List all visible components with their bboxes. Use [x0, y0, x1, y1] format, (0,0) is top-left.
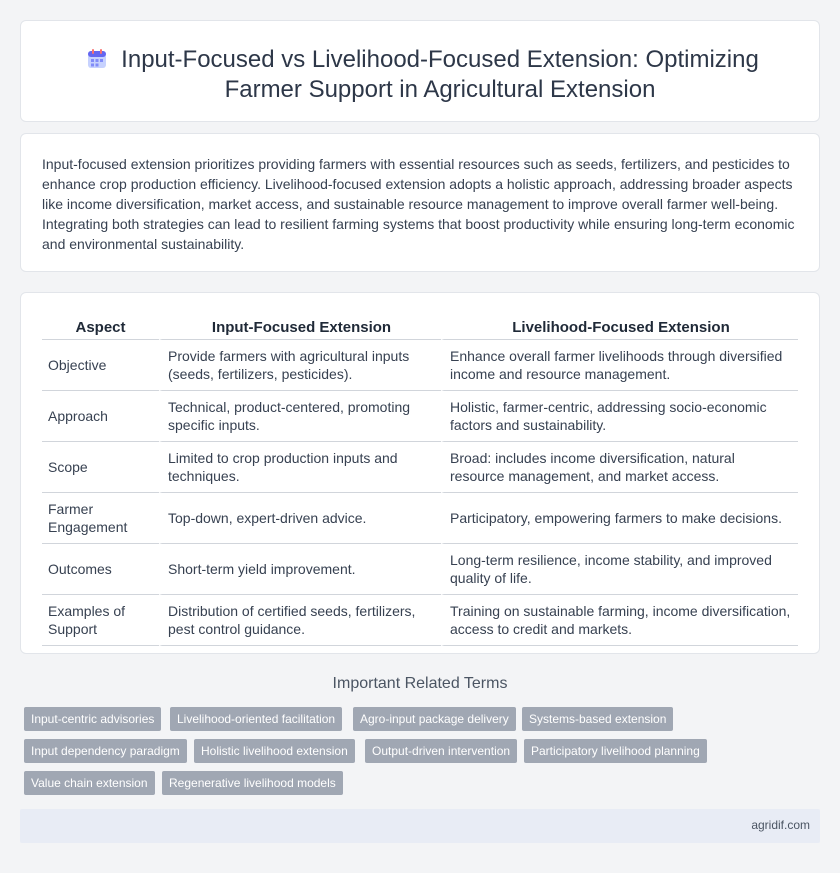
row-aspect: Objective: [42, 340, 159, 391]
summary-card: [20, 133, 820, 272]
table-row: [42, 595, 798, 646]
row-aspect: Scope: [42, 442, 159, 493]
table-row: [42, 442, 798, 493]
related-tag[interactable]: Regenerative livelihood models: [162, 771, 343, 795]
table-row: [42, 340, 798, 391]
comparison-table: [42, 315, 798, 646]
summary-paragraph: Input-focused extension prioritizes providing farmers with essential resources such as seeds, fertilizers, and pesticides to enhance crop production efficiency. Livelihood-focused extension adopts a holistic approach, addressing broader aspects like income diversification, market access, and sustainable resource management to improve overall farmer well-being. Integrating both strategies can lead to resilient farming systems that boost productivity while ensuring long-term economic and environmental sustainability.: [42, 156, 795, 252]
row-input: Technical, product-centered, promoting specific inputs.: [159, 391, 441, 442]
comparison-card: [20, 292, 820, 654]
related-tag[interactable]: Livelihood-oriented facilitation: [170, 707, 342, 731]
table-row: [42, 544, 798, 595]
related-tag[interactable]: Agro-input package delivery: [353, 707, 516, 731]
table-header-row: [42, 315, 798, 340]
row-aspect: Examples of Support: [42, 595, 159, 646]
related-tag[interactable]: Participatory livelihood planning: [524, 739, 707, 763]
row-livelihood: Training on sustainable farming, income diversification, access to credit and markets.: [441, 595, 798, 646]
row-livelihood: Holistic, farmer-centric, addressing socio-economic factors and sustainability.: [441, 391, 798, 442]
row-livelihood: Long-term resilience, income stability, and improved quality of life.: [441, 544, 798, 595]
related-terms-title: Important Related Terms: [332, 675, 508, 692]
row-input: Provide farmers with agricultural inputs (seeds, fertilizers, pesticides).: [159, 340, 441, 391]
header-aspect: Aspect: [42, 315, 159, 340]
related-tag[interactable]: Value chain extension: [24, 771, 155, 795]
row-input: Top-down, expert-driven advice.: [159, 493, 441, 544]
row-input: Short-term yield improvement.: [159, 544, 441, 595]
related-tag[interactable]: Output-driven intervention: [365, 739, 517, 763]
related-tag[interactable]: Holistic livelihood extension: [194, 739, 355, 763]
related-tag[interactable]: Systems-based extension: [522, 707, 673, 731]
row-aspect: Outcomes: [42, 544, 159, 595]
table-row: [42, 391, 798, 442]
header-livelihood-focused: Livelihood-Focused Extension: [441, 315, 798, 340]
row-livelihood: Broad: includes income diversification, natural resource management, and market access.: [441, 442, 798, 493]
title-card: [20, 20, 820, 122]
footer: [20, 809, 820, 843]
row-aspect: Approach: [42, 391, 159, 442]
page-title: Input-Focused vs Livelihood-Focused Extension: Optimizing Farmer Support in Agricultural Extension: [121, 46, 759, 103]
row-livelihood: Enhance overall farmer livelihoods through diversified income and resource management.: [441, 340, 798, 391]
footer-site-link[interactable]: agridif.com: [751, 818, 810, 832]
row-input: Distribution of certified seeds, fertilizers, pest control guidance.: [159, 595, 441, 646]
row-livelihood: Participatory, empowering farmers to make decisions.: [441, 493, 798, 544]
related-tag[interactable]: Input dependency paradigm: [24, 739, 187, 763]
row-input: Limited to crop production inputs and techniques.: [159, 442, 441, 493]
table-row: [42, 493, 798, 544]
row-aspect: Farmer Engagement: [42, 493, 159, 544]
header-input-focused: Input-Focused Extension: [159, 315, 441, 340]
related-tag[interactable]: Input-centric advisories: [24, 707, 161, 731]
